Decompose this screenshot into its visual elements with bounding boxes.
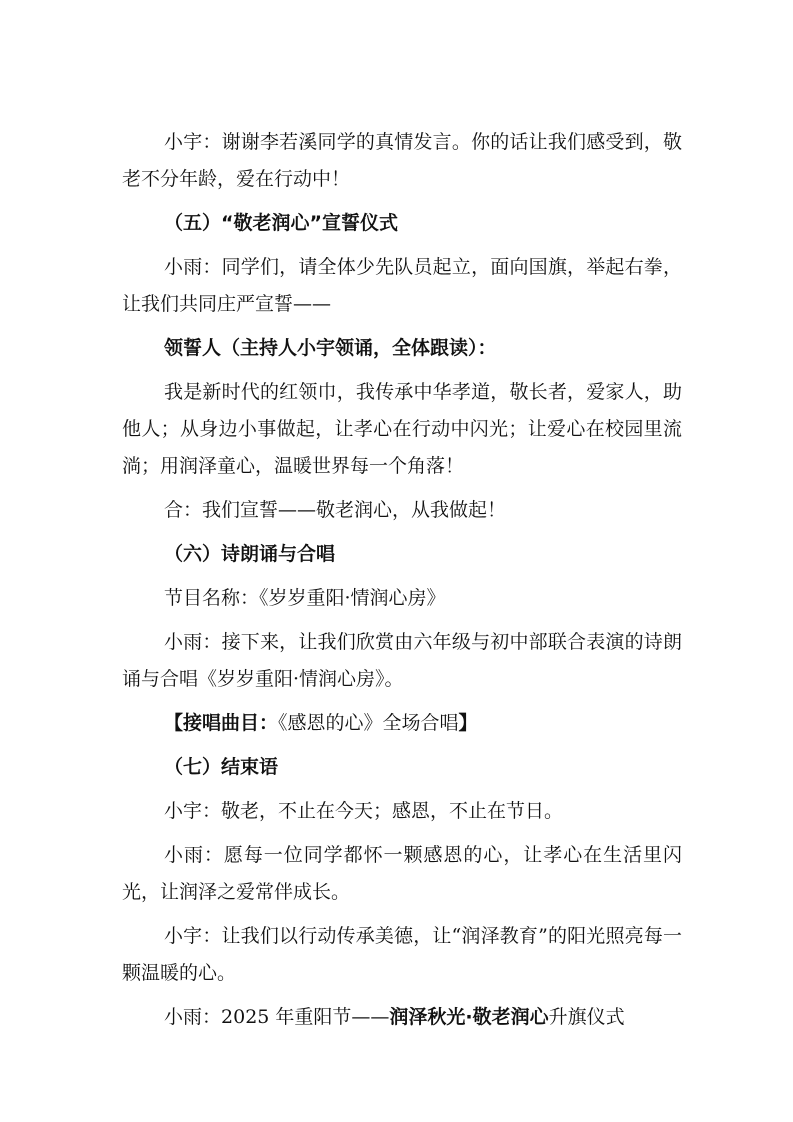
section-heading-7: （七）结束语	[164, 756, 279, 778]
paragraph-xiaoyu-next	[122, 624, 682, 698]
document-body	[122, 124, 682, 1043]
encore-text: 《感恩的心》全场合唱	[278, 712, 459, 734]
speaker-label: 小雨：	[164, 631, 222, 653]
bracket-open: 【接唱曲目：	[164, 712, 279, 734]
program-title: 《岁岁重阳·情润心房》	[259, 587, 446, 609]
paragraph-text: 接下来，让我们欣赏由六年级与初中部联合表演的诗朗诵与合唱《岁岁重阳·情润心房》。	[122, 631, 682, 690]
oath-leader-line: 领誓人（主持人小宇领诵，全体跟读）：	[164, 337, 497, 359]
paragraph-text: 谢谢李若溪同学的真情发言。你的话让我们感受到，敬老不分年龄，爱在行动中！	[122, 131, 682, 190]
speaker-label: 小雨：	[164, 256, 222, 278]
paragraph-xiaoyu-rise	[122, 249, 682, 323]
paragraph-together	[122, 492, 682, 529]
speaker-label: 小宇：	[164, 131, 222, 153]
bracket-close: 】	[458, 712, 478, 734]
paragraph-text: 敬老，不止在今天；感恩，不止在节日。	[221, 800, 564, 822]
paragraph-text: 我们宣誓——敬老润心，从我做起！	[202, 499, 507, 521]
speaker-label: 小宇：	[164, 925, 222, 947]
closing-suffix: 升旗仪式	[548, 1006, 625, 1028]
paragraph-text: 同学们，请全体少先队员起立，面向国旗，举起右拳，让我们共同庄严宣誓——	[122, 256, 682, 315]
encore-song	[122, 705, 682, 742]
speaker-label: 合：	[164, 499, 203, 521]
closing-prefix: 2025 年重阳节——	[221, 1006, 390, 1028]
speaker-label: 小雨：	[164, 1006, 222, 1028]
speaker-label: 小宇：	[164, 800, 222, 822]
paragraph-xiaoyu-respect	[122, 793, 682, 830]
event-name: 润泽秋光·敬老润心	[389, 1006, 549, 1028]
paragraph-xiaoyu-thanks	[122, 124, 682, 198]
section-heading-6: （六）诗朗诵与合唱	[164, 543, 336, 565]
program-label: 节目名称：	[164, 587, 260, 609]
speaker-label: 小雨：	[164, 844, 224, 866]
program-name	[122, 580, 682, 617]
section-heading-5: （五）“敬老润心”宣誓仪式	[164, 212, 398, 234]
paragraph-xiaoyu-action	[122, 918, 682, 992]
paragraph-text: 让我们以行动传承美德，让“润泽教育”的阳光照亮每一颗温暖的心。	[122, 925, 682, 984]
paragraph-text: 愿每一位同学都怀一颗感恩的心，让孝心在生活里闪光，让润泽之爱常伴成长。	[122, 844, 682, 903]
paragraph-closing	[122, 999, 682, 1036]
oath-text: 我是新时代的红领巾，我传承中华孝道，敬长者，爱家人，助他人；从身边小事做起，让孝心在行动中闪光；让爱心在校园里流淌；用润泽童心，温暖世界每一个角落！	[122, 381, 682, 477]
paragraph-xiaoyu-wish	[122, 837, 682, 911]
